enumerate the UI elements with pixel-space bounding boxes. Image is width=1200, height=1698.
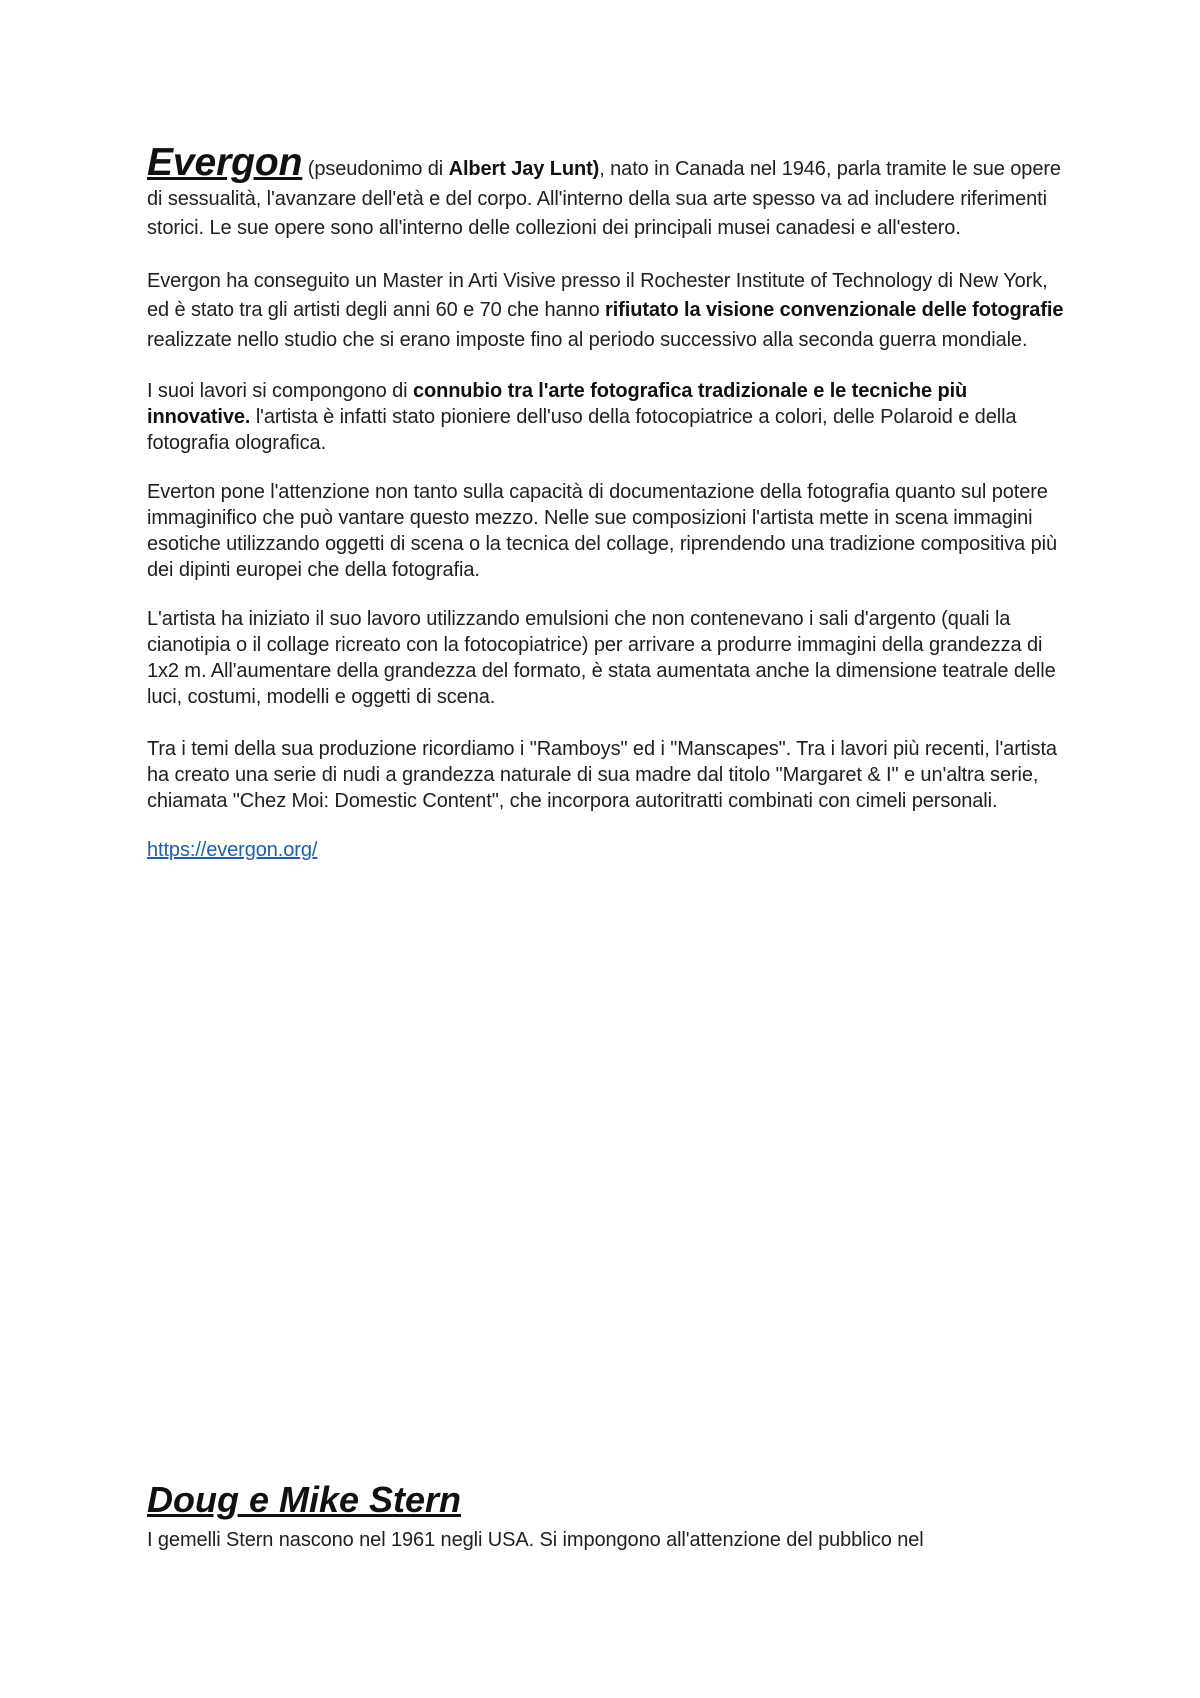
evergon-intro-text-b: , nato in Canada nel 1946, parla tramite le sue opere di sessualità, l'avanzare dell'età e del corpo. All'interno della sua arte spesso va ad includere riferimenti storici. Le sue opere sono all'interno delle collezioni dei principali musei canadesi e all'estero. (147, 158, 1061, 239)
evergon-education-text-a: Evergon ha conseguito un Master in Arti Visive presso il Rochester Institute of Technology di New York, ed è stato tra gli artisti degli anni 60 e 70 che hanno (147, 269, 1048, 321)
evergon-works-text-a: I suoi lavori si compongono di (147, 380, 413, 402)
evergon-themes-paragraph: Tra i temi della sua produzione ricordiamo i "Ramboys" ed i "Manscapes". Tra i lavori più recenti, l'artista ha creato una serie di nudi a grandezza naturale di sua madre dal titolo "Margaret & I" e un'altra serie, chiamata "Chez Moi: Domestic Content", che incorpora autoritratti combinati con cimeli personali. (147, 738, 1057, 812)
evergon-intro-text-a: (pseudonimo di (302, 158, 449, 180)
evergon-education-text-b: realizzate nello studio che si erano imposte fino al periodo successivo alla seconda guerra mondiale. (147, 328, 1028, 351)
evergon-section (147, 143, 1067, 886)
evergon-education-bold: rifiutato la visione convenzionale delle fotografie (605, 299, 1064, 321)
evergon-website-link[interactable]: https://evergon.org/ (147, 839, 318, 861)
evergon-intro-paragraph (147, 143, 1067, 244)
stern-heading: Doug e Mike Stern (147, 1479, 462, 1520)
evergon-works-paragraph (147, 378, 1067, 456)
evergon-link-paragraph (147, 837, 1067, 863)
evergon-attention-paragraph: Everton pone l'attenzione non tanto sulla capacità di documentazione della fotografia quanto sul potere immaginifico che può vantare questo mezzo. Nelle sue composizioni l'artista mette in scena immagini esotiche utilizzando oggetti di scena o la tecnica del collage, riprendendo una tradizione compositiva più dei dipinti europei che della fotografia. (147, 481, 1057, 581)
evergon-emulsions-paragraph: L'artista ha iniziato il suo lavoro utilizzando emulsioni che non contenevano i sali d'argento (quali la cianotipia o il collage ricreato con la fotocopiatrice) per arrivare a produrre immagini della grandezza di 1x2 m. All'aumentare della grandezza del formato, è stata aumentata anche la dimensione teatrale delle luci, costumi, modelli e oggetti di scena. (147, 608, 1056, 708)
evergon-works-text-b: l'artista è infatti stato pioniere dell'uso della fotocopiatrice a colori, delle Polaroid e della fotografia olografica. (147, 406, 1017, 454)
evergon-education-paragraph (147, 267, 1067, 356)
evergon-real-name: Albert Jay Lunt) (448, 158, 600, 180)
stern-intro-paragraph: I gemelli Stern nascono nel 1961 negli USA. Si impongono all'attenzione del pubblico nel (147, 1529, 924, 1552)
evergon-heading: Evergon (147, 141, 303, 184)
evergon-works-bold: connubio tra l'arte fotografica tradizionale e le tecniche più innovative. (147, 380, 968, 428)
stern-section (147, 1478, 1067, 1576)
